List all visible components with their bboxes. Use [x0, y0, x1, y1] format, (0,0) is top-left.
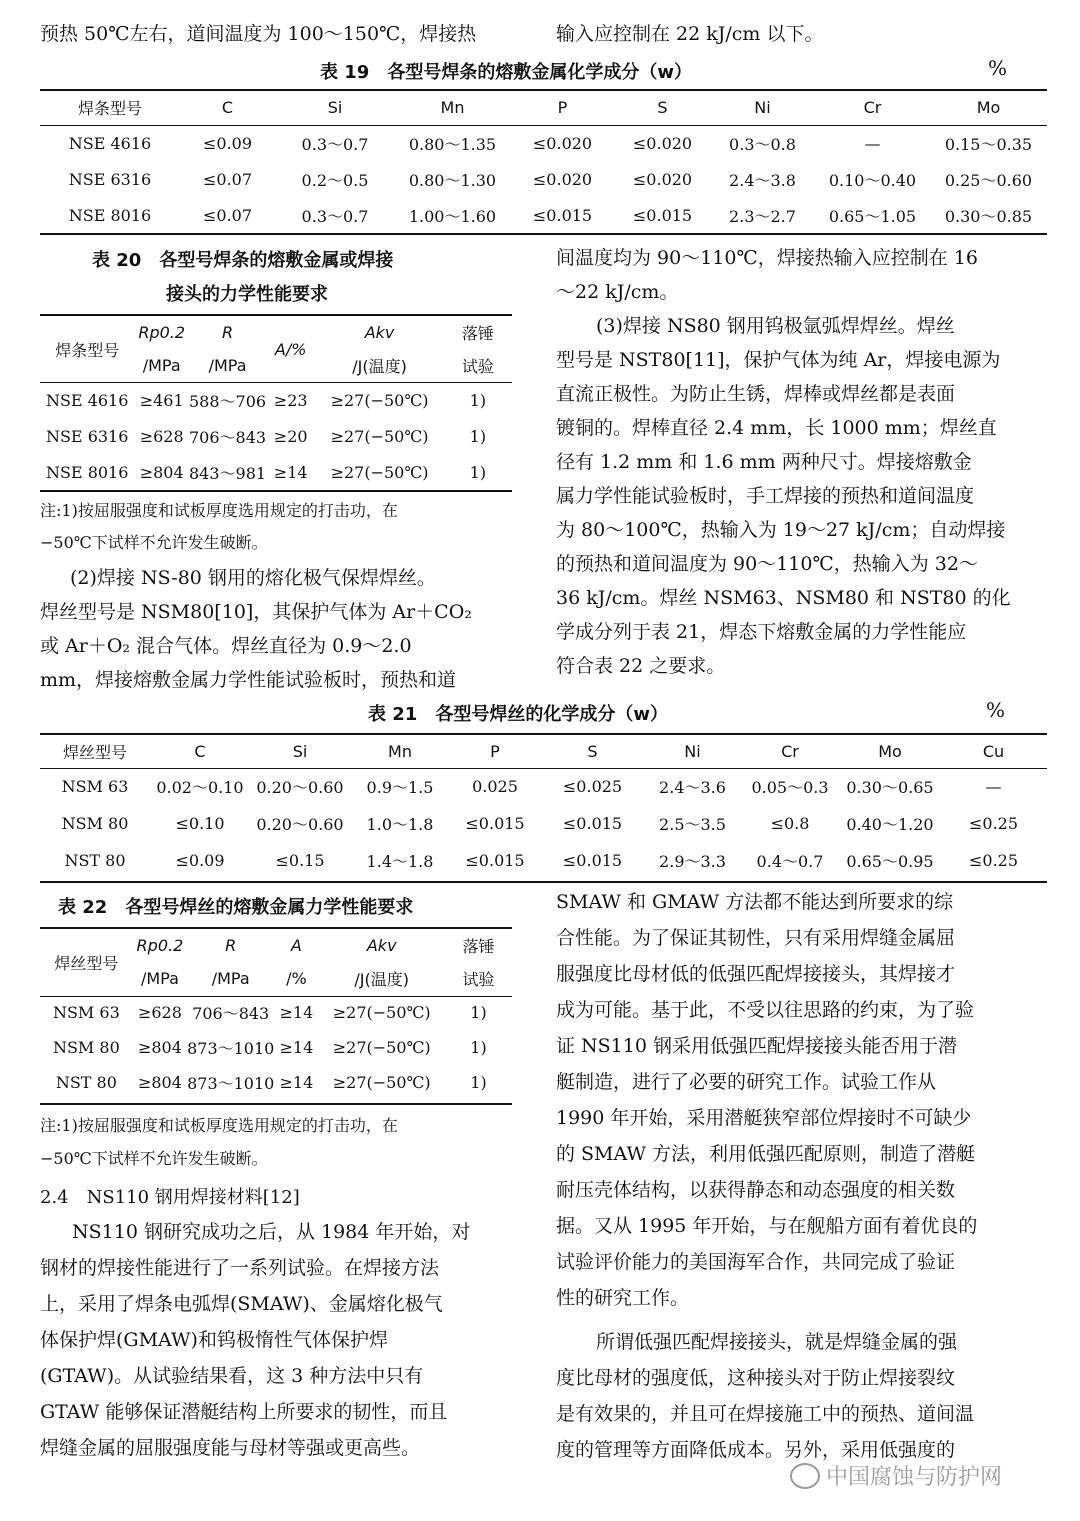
table-cell: NSM 63 [61, 777, 129, 796]
table-row [40, 1065, 512, 1100]
table-cell: 588～706 [188, 391, 267, 411]
table-header-cell: 试验 [461, 357, 494, 376]
table-note: −50℃下试样不允许发生破断。 [40, 533, 268, 552]
table-cell: 2.9～3.3 [659, 852, 726, 871]
table-header-cell: C [221, 98, 234, 117]
table-cell: 0.20～0.60 [256, 815, 344, 834]
table-cell: 1.4～1.8 [366, 852, 434, 871]
body-text-line: SMAW 和 GMAW 方法都不能达到所要求的综 [556, 891, 954, 913]
table-row [40, 125, 1047, 161]
table-cell: ≤0.015 [632, 205, 693, 225]
table-header-cell: Rp0.2 [136, 936, 184, 955]
table-header-cell: Mo [976, 98, 1001, 117]
table-row [40, 842, 1047, 879]
table-cell: 1) [469, 462, 487, 482]
body-text-line: mm，焊接熔敷金属力学性能试验板时，预热和道 [40, 669, 457, 691]
body-text-line: 的 SMAW 方法，利用低强匹配原则，制造了潜艇 [556, 1143, 976, 1165]
table-header-cell: /MPa [211, 969, 250, 988]
table-header-cell: 落锤 [462, 937, 495, 956]
table-row [40, 161, 1047, 197]
body-text-line: 为 80～100℃，热输入为 19～27 kJ/cm；自动焊接 [556, 519, 1006, 541]
table-cell: ≥27(−50℃) [330, 426, 429, 446]
table19 [40, 90, 1047, 233]
table22 [40, 929, 512, 1100]
table-cell: ≥14 [279, 1038, 314, 1057]
table-cell: NST 80 [55, 1073, 117, 1092]
body-text-line: NS110 钢研究成功之后，从 1984 年开始，对 [72, 1221, 471, 1243]
table-header-cell: 焊丝型号 [54, 953, 119, 973]
table-cell: ≤0.10 [175, 814, 225, 833]
table20 [40, 316, 512, 490]
body-text-line: 焊缝金属的屈服强度能与母材等强或更高些。 [40, 1437, 421, 1459]
table-cell: 2.4～3.8 [729, 170, 796, 190]
table-header-cell: Cu [982, 741, 1005, 761]
table-header-cell: 落锤 [461, 324, 494, 343]
table-cell: 1) [470, 1003, 487, 1022]
table-cell: 2.5～3.5 [659, 815, 726, 834]
table-cell: ≥804 [139, 462, 184, 482]
table-cell: NSE 4616 [45, 390, 129, 410]
table-cell: 0.20～0.60 [256, 778, 344, 797]
table-cell: NSE 6316 [45, 426, 129, 446]
table-header-cell: /% [286, 969, 307, 988]
table-bottom-rule [40, 233, 1047, 235]
table-header-cell: 焊条型号 [77, 99, 142, 118]
table-header-cell: P [490, 741, 500, 761]
table-cell: ≤0.020 [632, 133, 693, 153]
table-cell: 0.80～1.35 [408, 134, 497, 154]
table-header-cell: A/% [274, 339, 307, 359]
body-text-line: 镀铜的。焊棒直径 2.4 mm，长 1000 mm；焊丝直 [556, 417, 997, 439]
table-row [40, 454, 512, 490]
table-cell: ≤0.025 [562, 777, 623, 796]
table-cell: ≥27(−50℃) [332, 1073, 431, 1092]
table-cell: NST 80 [64, 851, 126, 870]
body-text-line: 体保护焊(GMAW)和钨极惰性气体保护焊 [40, 1329, 388, 1351]
table-header-cell: Ni [684, 741, 701, 761]
table-cell: 1.0～1.8 [366, 815, 434, 834]
body-text-line: 或 Ar＋O₂ 混合气体。焊丝直径为 0.9～2.0 [40, 635, 412, 657]
body-text-line: ～22 kJ/cm。 [556, 281, 679, 303]
table-cell: 0.40～1.20 [846, 815, 934, 834]
table-cell: 2.3～2.7 [729, 206, 796, 226]
table-header-cell: Si [292, 741, 308, 761]
watermark: 中国腐蚀与防护网 [826, 1465, 1003, 1490]
table-cell: ≥27(−50℃) [330, 390, 429, 410]
section-heading: 2.4 NS110 钢用焊接材料[12] [40, 1187, 300, 1208]
table-note: 注:1)按屈服强度和试板厚度选用规定的打击功，在 [40, 501, 398, 520]
body-text-line: 所谓低强匹配焊接接头，就是焊缝金属的强 [596, 1331, 958, 1353]
table-cell: 1) [469, 426, 487, 446]
table-row [40, 1030, 512, 1065]
table-cell: ≤0.09 [202, 133, 253, 153]
table-header-cell: 试验 [462, 970, 495, 989]
table-cell: ≤0.015 [532, 205, 593, 225]
table21-unit: % [986, 698, 1006, 722]
table-header-cell: /MPa [142, 356, 181, 375]
body-text-line: 预热 50℃左右，道间温度为 100～150℃，焊接热 [40, 23, 477, 45]
table-bottom-rule [40, 490, 512, 492]
table-cell: ≥628 [139, 426, 184, 446]
table-cell: 0.025 [472, 777, 518, 796]
table-cell: 0.80～1.30 [408, 170, 497, 190]
table-cell: 1.00～1.60 [408, 206, 497, 226]
table-header-cell: 焊条型号 [55, 340, 120, 360]
table-row [40, 197, 1047, 233]
table-header-cell: C [194, 741, 206, 761]
table-cell: 0.3～0.7 [301, 134, 369, 154]
table-cell: ≥804 [137, 1073, 182, 1092]
table-cell: 2.4～3.6 [659, 778, 726, 797]
table-cell: NSE 4616 [68, 133, 152, 153]
table-cell: ≤0.015 [562, 851, 623, 870]
body-text-line: 的预热和道间温度为 90～110℃，热输入为 32～ [556, 553, 978, 575]
body-text-line: GTAW 能够保证潜艇结构上所要求的韧性，而且 [40, 1401, 448, 1423]
table-cell: NSM 80 [52, 1038, 120, 1057]
table22-caption: 表 22 各型号焊丝的熔敷金属力学性能要求 [58, 897, 414, 918]
table-cell: ≤0.020 [532, 169, 593, 189]
table-header-cell: Cr [863, 98, 882, 117]
table-cell: ≥628 [137, 1003, 182, 1022]
table-cell: 0.25～0.60 [944, 170, 1033, 190]
table-cell: ≥27(−50℃) [332, 1038, 431, 1057]
table-cell: 873～1010 [187, 1039, 275, 1058]
table-header-cell: /MPa [140, 969, 179, 988]
table-cell: 0.4～0.7 [756, 852, 824, 871]
body-text-line: 艇制造，进行了必要的研究工作。试验工作从 [556, 1071, 937, 1093]
table-header-cell: /J(温度) [352, 357, 407, 376]
table-bottom-rule [40, 1103, 512, 1105]
body-text-line: 耐压壳体结构，以获得静态和动态强度的相关数 [556, 1179, 956, 1201]
table-cell: ≤0.07 [202, 169, 253, 189]
body-text-line: 度比母材的强度低，这种接头对于防止焊接裂纹 [556, 1367, 956, 1389]
table-row [40, 995, 512, 1030]
table-row [40, 805, 1047, 842]
table-header-cell: /J(温度) [354, 970, 409, 989]
table-header-cell: Si [327, 98, 343, 117]
table-cell: ≥23 [273, 390, 308, 410]
table-header-cell: Akv [364, 323, 395, 342]
table-header-cell: R [225, 936, 237, 955]
body-text-line: 型号是 NST80[11]，保护气体为纯 Ar，焊接电源为 [556, 349, 1001, 371]
table-cell: 0.65～1.05 [828, 206, 917, 226]
table-cell: 1) [470, 1038, 487, 1057]
table-note: −50℃下试样不允许发生破断。 [40, 1149, 268, 1168]
table-cell: ≥20 [273, 426, 308, 446]
table-cell: ≤0.8 [770, 814, 810, 833]
table-cell: ≤0.25 [968, 851, 1019, 870]
table-header-cell: Mn [440, 98, 465, 117]
table-cell: 873～1010 [187, 1074, 275, 1093]
wechat-icon [790, 1463, 820, 1489]
body-text-line: 度的管理等方面降低成本。另外，采用低强度的 [556, 1439, 956, 1461]
table-cell: ≥14 [279, 1003, 314, 1022]
table-header-cell: Rp0.2 [138, 323, 186, 342]
table-cell: NSM 80 [61, 814, 129, 833]
table-cell: ≥14 [273, 462, 308, 482]
table-cell: ≥27(−50℃) [332, 1003, 431, 1022]
body-text-line: 直流正极性。为防止生锈，焊棒或焊丝都是表面 [556, 383, 956, 405]
body-text-line: 1990 年开始，采用潜艇狭窄部位焊接时不可缺少 [556, 1107, 972, 1129]
table-header-cell: A [290, 936, 302, 955]
body-text-line: 是有效果的，并且可在焊接施工中的预热、道间温 [556, 1403, 975, 1425]
table-cell: 0.05～0.3 [751, 778, 829, 797]
table-header-cell: Akv [366, 936, 397, 955]
table-header-cell: Ni [754, 98, 771, 117]
table-cell: 706～843 [192, 1004, 270, 1023]
table-cell: ≤0.09 [175, 851, 225, 870]
table-cell: NSE 8016 [45, 462, 129, 482]
body-text-line: 焊丝型号是 NSM80[10]，其保护气体为 Ar＋CO₂ [40, 601, 472, 623]
table-cell: ≤0.07 [202, 205, 253, 225]
body-text-line: (3)焊接 NS80 钢用钨极氩弧焊焊丝。焊丝 [596, 315, 955, 337]
table-header-cell: S [657, 98, 668, 117]
table-header-cell: Cr [781, 741, 799, 761]
table-header-cell: P [557, 98, 568, 117]
table-cell: 0.3～0.8 [729, 134, 796, 154]
body-text-line: 间温度均为 90～110℃，焊接热输入应控制在 16 [556, 247, 978, 269]
table-cell: 1) [469, 390, 487, 410]
body-text-line: 成为可能。基于此，不受以往思路的约束，为了验 [556, 999, 975, 1021]
table-row [40, 382, 512, 418]
table-cell: NSE 6316 [68, 169, 152, 189]
table19-caption: 表 19 各型号焊条的熔敷金属化学成分（w） [320, 62, 692, 83]
table-cell: 0.15～0.35 [944, 134, 1033, 154]
table-header-cell: /MPa [208, 356, 247, 375]
table-bottom-rule [40, 881, 1047, 883]
table-cell: 0.3～0.7 [301, 206, 369, 226]
body-text-line: 据。又从 1995 年开始，与在舰船方面有着优良的 [556, 1215, 978, 1237]
table19-unit: % [988, 56, 1008, 80]
body-text-line: (GTAW)。从试验结果看，这 3 种方法中只有 [40, 1365, 424, 1387]
table-cell: 0.30～0.85 [944, 206, 1033, 226]
table-cell: NSM 63 [52, 1003, 120, 1022]
table-header-cell: R [221, 323, 234, 342]
table-cell: 0.10～0.40 [828, 170, 917, 190]
table-cell: — [985, 777, 1002, 796]
table-cell: ≤0.015 [465, 851, 525, 870]
table-cell: 0.30～0.65 [846, 778, 934, 797]
body-text-line: 属力学性能试验板时，手工焊接的预热和道间温度 [556, 485, 975, 507]
table-cell: ≥27(−50℃) [330, 462, 429, 482]
body-text-line: 证 NS110 钢采用低强匹配焊接接头能否用于潜 [556, 1035, 957, 1057]
table-cell: ≥461 [139, 390, 184, 410]
body-text-line: 服强度比母材低的低强匹配焊接接头，其焊接才 [556, 963, 956, 985]
table-note: 注:1)按屈服强度和试板厚度选用规定的打击功，在 [40, 1116, 398, 1135]
body-text-line: 径有 1.2 mm 和 1.6 mm 两种尺寸。焊接熔敷金 [556, 451, 972, 473]
table-cell: — [864, 133, 881, 153]
table20-caption-cont: 接头的力学性能要求 [166, 284, 328, 305]
body-text-line: 符合表 22 之要求。 [556, 655, 726, 677]
table-header-cell: Mn [388, 741, 412, 761]
body-text-line: 学成分列于表 21，焊态下熔敷金属的力学性能应 [556, 621, 967, 643]
table-cell: ≤0.15 [275, 851, 325, 870]
table-cell: ≥14 [279, 1073, 314, 1092]
body-text-line: 性的研究工作。 [556, 1287, 690, 1309]
body-text-line: 输入应控制在 22 kJ/cm 以下。 [556, 23, 824, 45]
table-cell: ≤0.020 [532, 133, 593, 153]
table-cell: 0.65～0.95 [846, 852, 934, 871]
table-header-cell: S [587, 741, 598, 761]
table-cell: ≥804 [137, 1038, 182, 1057]
table21-caption: 表 21 各型号焊丝的化学成分（w） [368, 704, 668, 725]
table-cell: 706～843 [188, 427, 267, 447]
table-cell: ≤0.020 [632, 169, 693, 189]
table20-caption: 表 20 各型号焊条的熔敷金属或焊接 [92, 250, 394, 271]
table-row [40, 768, 1047, 805]
body-text-line: 钢材的焊接性能进行了一系列试验。在焊接方法 [40, 1257, 440, 1279]
table-cell: 843～981 [188, 463, 267, 483]
table-header-cell: Mo [878, 741, 902, 761]
body-text-line: 36 kJ/cm。焊丝 NSM63、NSM80 和 NST80 的化 [556, 587, 1011, 609]
table21 [40, 734, 1047, 879]
table-cell: ≤0.25 [968, 814, 1019, 833]
body-text-line: 试验评价能力的美国海军合作，共同完成了验证 [556, 1251, 956, 1273]
table-cell: NSE 8016 [68, 205, 152, 225]
body-text-line: (2)焊接 NS-80 钢用的熔化极气保焊焊丝。 [70, 567, 436, 589]
table-header-cell: 焊丝型号 [62, 742, 127, 762]
table-cell: 0.02～0.10 [156, 778, 244, 797]
table-cell: ≤0.015 [465, 814, 525, 833]
table-cell: 0.9～1.5 [366, 778, 434, 797]
table-cell: 1) [470, 1073, 487, 1092]
table-cell: 0.2～0.5 [301, 170, 369, 190]
body-text-line: 上，采用了焊条电弧焊(SMAW)、金属熔化极气 [40, 1293, 443, 1315]
table-row [40, 418, 512, 454]
table-cell: ≤0.015 [562, 814, 623, 833]
body-text-line: 合性能。为了保证其韧性，只有采用焊缝金属屈 [556, 927, 956, 949]
